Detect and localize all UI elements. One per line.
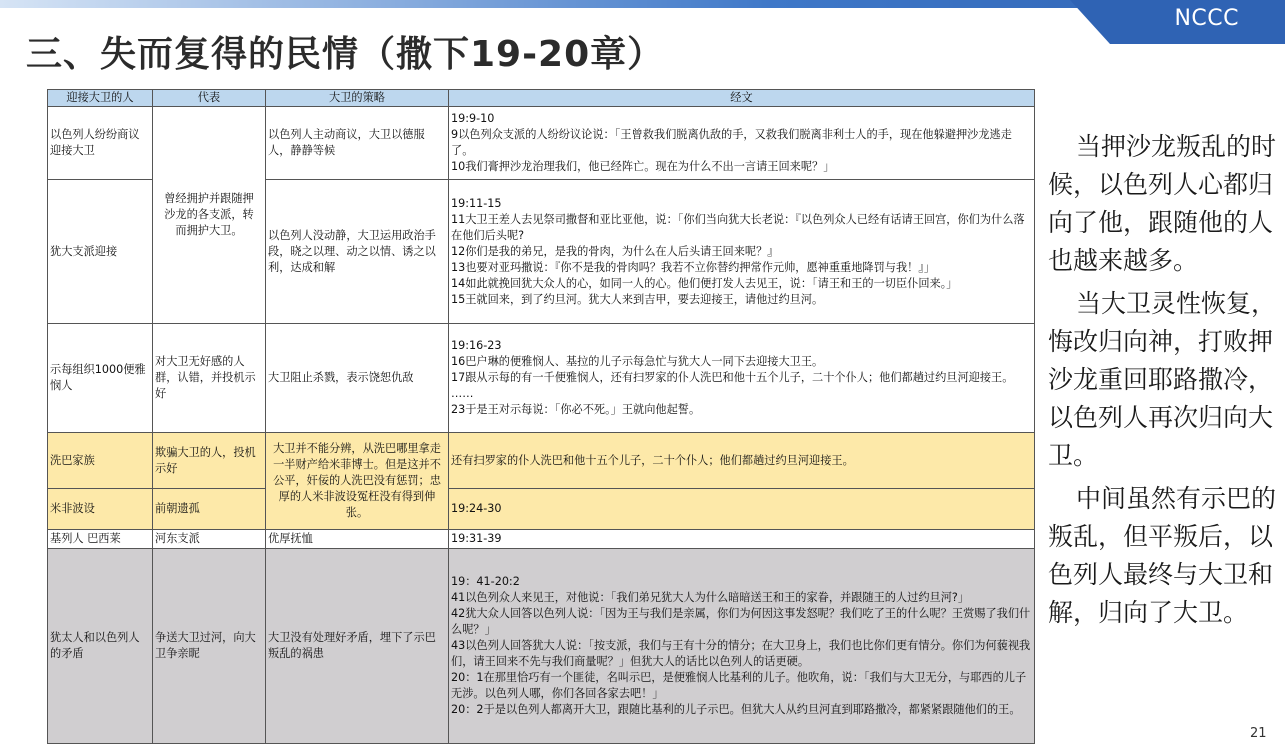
verse-line: 19:9-10 <box>451 112 495 125</box>
page-title: 三、失而复得的民情（撒下19-20章） <box>26 34 665 75</box>
verse-line: 9以色列众支派的人纷纷议论说：「王曾救我们脱离仇敌的手，又救我们脱离非利士人的手，现在他躲避押沙龙逃走了。 <box>451 128 1012 157</box>
verse-line: 11大卫王差人去见祭司撒督和亚比亚他，说：「你们当向犹大长老说：『以色列众人已经有话请王回宫，你们为什么落在他们后头呢? <box>451 212 1025 242</box>
verse-line: 17跟从示每的有一千便雅悯人，还有扫罗家的仆人洗巴和他十五个儿子，二十个仆人；他们都趟过约旦河迎接王。 <box>451 371 1014 384</box>
cell-strategy: 大卫没有处理好矛盾，埋下了示巴叛乱的祸患 <box>266 549 449 744</box>
cell-strategy: 优厚抚恤 <box>266 530 449 549</box>
cell-representative: 河东支派 <box>153 530 266 549</box>
verse-line: 10我们膏押沙龙治理我们，他已经阵亡。现在为什么不出一言请王回来呢？」 <box>451 160 835 173</box>
verse-line: 42犹大众人回答以色列人说：「因为王与我们是亲属，你们为何因这事发怒呢？我们吃了王的什么呢？王赏赐了我们什么呢？」 <box>451 607 1031 636</box>
cell-scripture <box>449 489 1035 530</box>
table-row <box>48 107 1035 180</box>
verse-line: 19:11-15 <box>451 196 502 210</box>
cell-scripture <box>449 107 1035 180</box>
verse-line: 20：1在那里恰巧有一个匪徒，名叫示巴，是便雅悯人比基利的儿子。他吹角，说：「我们与大卫无分，与耶西的儿子无涉。以色列人哪，你们各回各家去吧！」 <box>451 671 1027 700</box>
table-row <box>48 489 1035 530</box>
cell-strategy: 大卫阻止杀戮，表示饶恕仇敌 <box>266 324 449 433</box>
page-number: 21 <box>1250 726 1267 741</box>
cell-strategy-merged: 大卫并不能分辨，从洗巴哪里拿走一半财产给米菲博士。但是这并不公平，奸佞的人洗巴没有惩罚；忠厚的人米非波设冤枉没有得到伸张。 <box>266 433 449 530</box>
cell-scripture <box>449 180 1035 324</box>
verse-line: 还有扫罗家的仆人洗巴和他十五个儿子，二十个仆人；他们都趟过约旦河迎接王。 <box>451 453 854 467</box>
verse-line: 19:16-23 <box>451 339 502 352</box>
cell-representative-merged: 曾经拥护并跟随押沙龙的各支派，转而拥护大卫。 <box>153 107 266 324</box>
table-row <box>48 549 1035 744</box>
header-representative: 代表 <box>153 90 266 107</box>
verse-line: 13也要对亚玛撒说：『你不是我的骨肉吗？我若不立你替约押常作元帅，愿神重重地降罚与我！』」 <box>451 260 936 274</box>
verse-line: 14如此就挽回犹大众人的心，如同一人的心。他们便打发人去见王，说：「请王和王的一切臣仆回来。」 <box>451 276 958 290</box>
table-row <box>48 324 1035 433</box>
commentary-paragraph: 当大卫灵性恢复，悔改归向神，打败押沙龙重回耶路撒冷，以色列人再次归向大卫。 <box>1048 289 1277 470</box>
verse-line: 41以色列众人来见王，对他说：「我们弟兄犹大人为什么暗暗送王和王的家眷，并跟随王的人过约旦河?」 <box>451 591 970 604</box>
commentary-paragraph: 当押沙龙叛乱的时候，以色列人心都归向了他，跟随他的人也越来越多。 <box>1048 132 1277 275</box>
cell-who: 犹太人和以色列人的矛盾 <box>48 549 153 744</box>
side-commentary <box>1048 128 1276 637</box>
verse-line: …… <box>451 387 474 400</box>
cell-strategy: 以色列人主动商议，大卫以德服人，静静等候 <box>266 107 449 180</box>
cell-who: 示每组织1000便雅悯人 <box>48 324 153 433</box>
cell-who: 以色列人纷纷商议迎接大卫 <box>48 107 153 180</box>
table-row <box>48 433 1035 489</box>
header-strategy: 大卫的策略 <box>266 90 449 107</box>
cell-scripture <box>449 324 1035 433</box>
verse-line: 15王就回来，到了约旦河。犹大人来到吉甲，要去迎接王，请他过约旦河。 <box>451 292 824 306</box>
commentary-paragraph: 中间虽然有示巴的叛乱，但平叛后，以色列人最终与大卫和解，归向了大卫。 <box>1048 484 1277 627</box>
verse-line: 19:24-30 <box>451 502 502 515</box>
table-header-row <box>48 90 1035 107</box>
cell-representative: 争送大卫过河，向大卫争亲昵 <box>153 549 266 744</box>
header-who: 迎接大卫的人 <box>48 90 153 107</box>
verse-line: 12你们是我的弟兄，是我的骨肉，为什么在人后头请王回来呢？』 <box>451 244 779 258</box>
cell-scripture <box>449 433 1035 489</box>
cell-who: 基列人 巴西莱 <box>48 530 153 549</box>
cell-who: 犹大支派迎接 <box>48 180 153 324</box>
brand-label: NCCC <box>1174 6 1239 31</box>
cell-representative: 欺骗大卫的人，投机示好 <box>153 433 266 489</box>
cell-who: 米非波设 <box>48 489 153 530</box>
verse-line: 23于是王对示每说：「你必不死。」王就向他起誓。 <box>451 403 701 416</box>
header-scripture: 经文 <box>449 90 1035 107</box>
cell-representative: 对大卫无好感的人群，认错，并投机示好 <box>153 324 266 433</box>
cell-scripture <box>449 549 1035 744</box>
cell-who: 洗巴家族 <box>48 433 153 489</box>
cell-representative: 前朝遗孤 <box>153 489 266 530</box>
verse-line: 20：2于是以色列人都离开大卫，跟随比基利的儿子示巴。但犹大人从约旦河直到耶路撒冷，都紧紧跟随他们的王。 <box>451 703 1021 716</box>
cell-strategy: 以色列人没动静，大卫运用政治手段，晓之以理、动之以情、诱之以利，达成和解 <box>266 180 449 324</box>
verse-line: 43以色列人回答犹大人说：「按支派，我们与王有十分的情分；在大卫身上，我们也比你们更有情分。你们为何藐视我们，请王回来不先与我们商量呢？」但犹大人的话比以色列人的话更硬。 <box>451 639 1031 668</box>
scripture-table <box>47 89 1035 744</box>
verse-line: 16巴户琳的便雅悯人、基拉的儿子示每急忙与犹大人一同下去迎接大卫王。 <box>451 355 824 368</box>
cell-scripture <box>449 530 1035 549</box>
table-row <box>48 530 1035 549</box>
verse-line: 19:31-39 <box>451 532 502 545</box>
verse-line: 19：41-20:2 <box>451 575 520 588</box>
